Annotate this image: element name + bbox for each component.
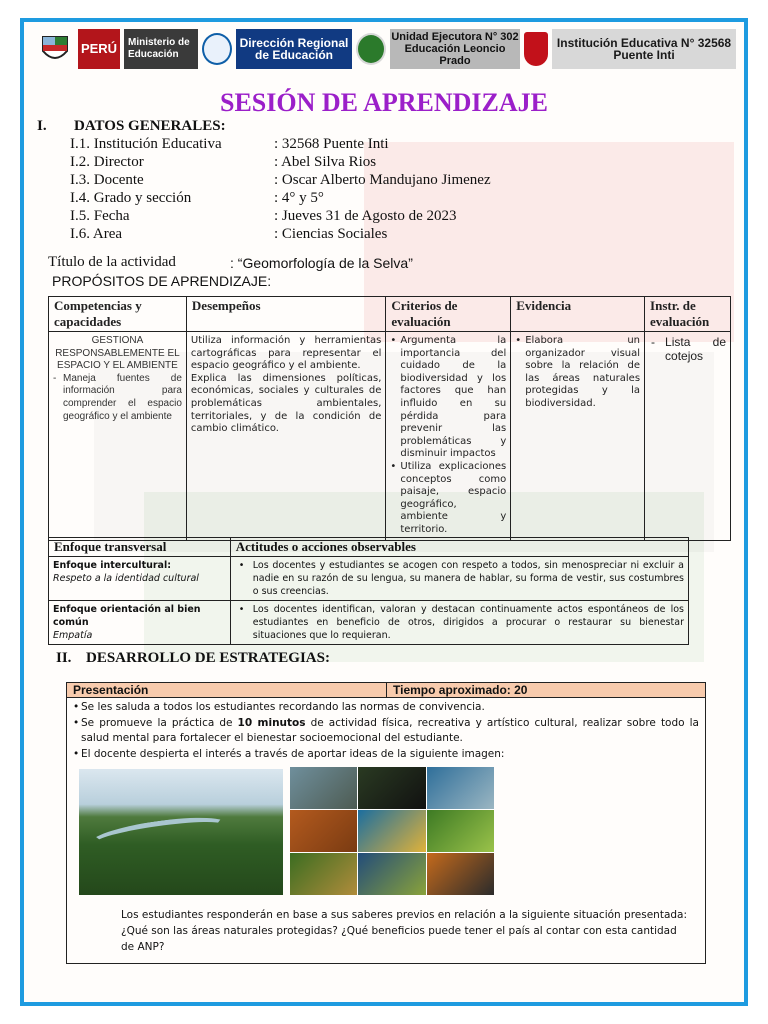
dato-value: : Ciencias Sociales (274, 226, 388, 242)
enfoque-cell (49, 557, 231, 601)
estrategias-list (67, 698, 705, 762)
estrategia-item: • El docente despierta el interés a través de aportar ideas de la siguiente imagen: (73, 747, 699, 763)
header-evidencia: Evidencia (511, 297, 645, 332)
evidencia-cell (511, 332, 645, 541)
wildlife-collage-image (290, 767, 494, 895)
header-enfoque: Enfoque transversal (49, 538, 231, 557)
dre-logo: Dirección Regional de Educación (236, 29, 352, 69)
table-header-row (49, 297, 731, 332)
table-row (49, 557, 689, 601)
table-row (49, 332, 731, 541)
tiempo-label: Tiempo aproximado: 20 (393, 683, 528, 697)
criterio-item: • Argumenta la importancia del cuidado de la biodiversidad y los factores que han influido en su pérdida para prevenir las problemáticas y disminuir impactos (390, 335, 506, 461)
presentacion-label: Presentación (67, 683, 387, 697)
header-criterios: Criterios de evaluación (386, 297, 511, 332)
header-actitudes: Actitudes o acciones observables (230, 538, 688, 557)
accion-item: • Los docentes identifican, valoran y destacan continuamente actos espontáneos de los estudiantes en beneficio de otros, dirigidos a procurar o restaurar su bienestar situaciones que lo requieran. (239, 603, 684, 642)
estrategia-text: de actividad física, recreativa y artístico cultural, realizar sobre todo la salud mental para fortalecer el bienestar socioemocional del estudiante. (81, 716, 699, 744)
accion-item: • Los docentes y estudiantes se acogen con respeto a todos, sin menospreciar ni excluir a nadie en su razón de su lengua, su manera de hablar, su forma de vestir, sus costumbres o sus creencias. (239, 559, 684, 598)
table-header-row (49, 538, 689, 557)
desempeno-item: Explica las dimensiones políticas, económicas, sociales y culturales de problemáticas ambientales, territoriales, y de la condición de cambio climático. (190, 372, 382, 435)
evidencia-list (515, 335, 640, 411)
regional-emblem-icon (202, 33, 232, 65)
propositos-label: PROPÓSITOS DE APRENDIZAJE: (52, 273, 272, 289)
header-logo-bar (36, 26, 744, 72)
school-shield-icon (524, 32, 548, 66)
accion-list (235, 603, 684, 642)
estrategia-bold-text: 10 minutos (237, 716, 306, 729)
hornbill-photo (358, 810, 425, 852)
lizard-photo (427, 810, 494, 852)
instrumento-cell (645, 332, 731, 541)
river-shape (88, 811, 230, 856)
enfoque-name: Enfoque intercultural: (53, 560, 172, 571)
header-desempenos: Desempeños (186, 297, 385, 332)
dato-value: : Oscar Alberto Mandujano Jimenez (274, 172, 491, 188)
estrategias-question: Los estudiantes responderán en base a sus saberes previos en relación a la siguiente situación presentada: ¿Qué son las áreas naturales protegidas? ¿Qué beneficios puede tener el país al contar con esta cantidad de ANP? (121, 909, 688, 953)
competencia-title: GESTIONA RESPONSABLEMENTE EL ESPACIO Y EL AMBIENTE (55, 335, 180, 372)
minedu-logo: Ministerio de Educación (124, 29, 198, 69)
dato-label: I.5. Fecha (70, 208, 130, 224)
section-heading-datos: DATOS GENERALES: (74, 118, 226, 134)
institucion-logo: Institución Educativa N° 32568 Puente Inti (552, 29, 736, 69)
dato-value: : 4° y 5° (274, 190, 324, 206)
competencia-cell (49, 332, 187, 541)
table-row (49, 601, 689, 645)
evidencia-item: • Elabora un organizador visual sobre la relación de las áreas naturales protegidas y la biodiversidad. (515, 335, 640, 411)
dato-label: I.2. Director (70, 154, 144, 170)
section-number-2: II. (56, 650, 72, 666)
capacidad-item: - Maneja fuentes de información para comprender el espacio geográfico y el ambiente (53, 373, 182, 423)
ugel-seal-icon (356, 33, 386, 65)
dato-label: I.4. Grado y sección (70, 190, 192, 206)
national-shield-icon (36, 29, 74, 69)
gorilla-photo (358, 767, 425, 809)
tiger-photo (427, 853, 494, 895)
estrategia-item (73, 716, 699, 747)
enfoque-name: Enfoque orientación al bien común (53, 604, 201, 628)
criterio-item: • Utiliza explicaciones conceptos como paisaje, espacio geográfico, ambiente y territorio. (390, 461, 506, 537)
criterios-cell (386, 332, 511, 541)
fish-photo (427, 767, 494, 809)
page-title: SESIÓN DE APRENDIZAJE (220, 88, 548, 117)
unidad-ejecutora-logo: Unidad Ejecutora N° 302 Educación Leoncio Prado (391, 31, 519, 67)
estrategia-text: Se promueve la práctica de (81, 716, 238, 729)
actividad-value: : “Geomorfología de la Selva” (230, 255, 413, 271)
header-competencias: Competencias y capacidades (49, 297, 187, 332)
dato-value: : 32568 Puente Inti (274, 136, 389, 152)
criterios-list (390, 335, 506, 537)
dato-value: : Jueves 31 de Agosto de 2023 (274, 208, 457, 224)
jungle-river-image (79, 769, 283, 895)
instrumento-list (649, 335, 726, 363)
dato-value: : Abel Silva Rios (274, 154, 377, 170)
frog-photo (358, 853, 425, 895)
estrategia-item: • Se les saluda a todos los estudiantes recordando las normas de convivencia. (73, 700, 699, 716)
section-heading-desarrollo: DESARROLLO DE ESTRATEGIAS: (86, 650, 330, 666)
desempeno-item: Utiliza información y herramientas cartográficas para representar el espacio geográfico y el ambiente. (190, 335, 382, 372)
accion-cell (230, 557, 688, 601)
accion-cell (230, 601, 688, 645)
capacidad-list (53, 373, 182, 423)
elephants-photo (290, 767, 357, 809)
dato-label: I.1. Institución Educativa (70, 136, 222, 152)
dato-label: I.6. Area (70, 226, 123, 242)
desempenos-cell (186, 332, 385, 541)
enfoque-table (48, 537, 689, 645)
estrategias-box (66, 682, 706, 964)
actividad-label: Título de la actividad (48, 254, 176, 270)
deer-photo (290, 853, 357, 895)
competencias-table (48, 296, 731, 541)
instrumento-item: - Lista de cotejos (651, 335, 726, 363)
page-frame (20, 18, 748, 1006)
header-instrumento: Instr. de evaluación (645, 297, 731, 332)
dato-label: I.3. Docente (70, 172, 144, 188)
baobab-photo (290, 810, 357, 852)
estrategias-header (67, 683, 705, 698)
peru-logo: PERÚ (78, 29, 120, 69)
section-number-1: I. (37, 118, 47, 134)
enfoque-valor: Empatía (53, 630, 93, 641)
enfoque-valor: Respeto a la identidad cultural (53, 573, 199, 584)
accion-list (235, 559, 684, 598)
enfoque-cell (49, 601, 231, 645)
